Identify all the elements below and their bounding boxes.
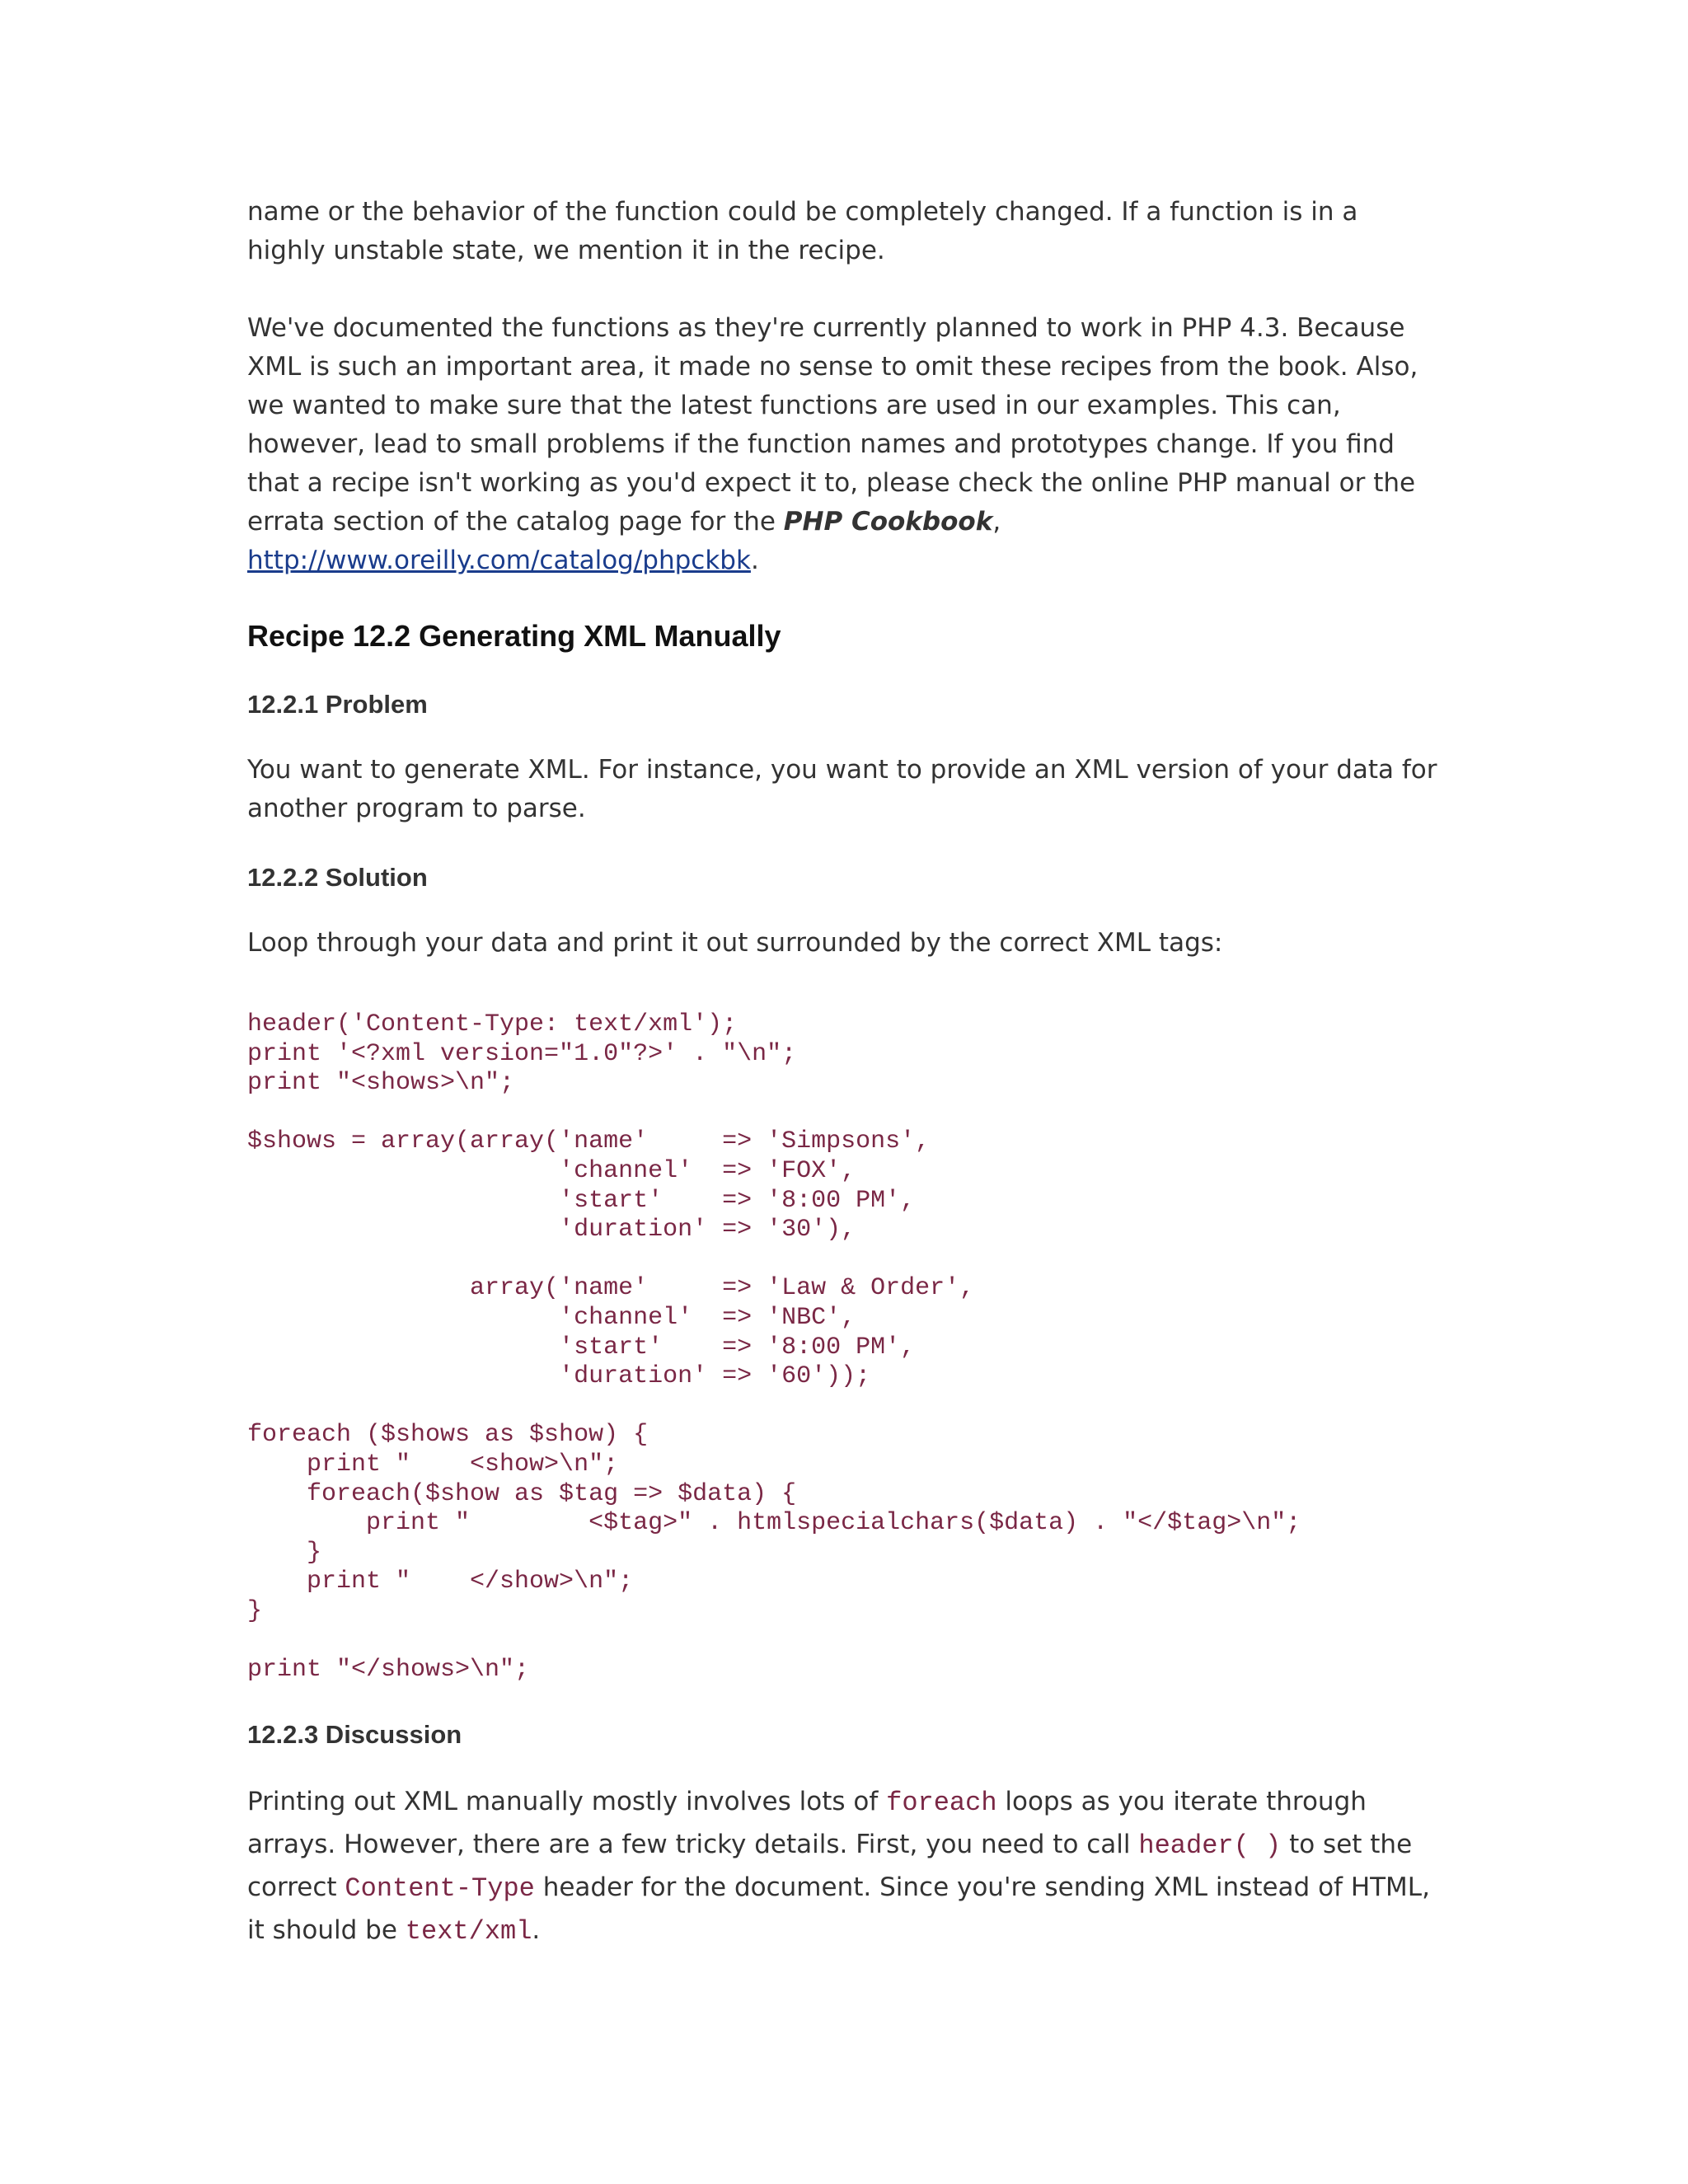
catalog-link[interactable]: http://www.oreilly.com/catalog/phpckbk (247, 546, 751, 575)
comma-separator: , (992, 507, 1001, 537)
php-version-text: We've documented the functions as they're currently planned to work in PHP 4.3. Because XML is such an important area, it made no sense to omit these recipes from the book. Also, we wanted to make sure that the latest functions are used in our examples. This can, however, lead to small problems if the function names and prototypes change. If you find that a recipe isn't working as you'd expect it to, please check the online PHP manual or the errata section of the catalog page for the (247, 313, 1418, 537)
document-page (247, 193, 1441, 1952)
code-foreach: foreach (886, 1787, 997, 1818)
discussion-text-4: header for the document. Since you're sending XML instead of HTML, it should be (247, 1872, 1430, 1945)
solution-text: Loop through your data and print it out surrounded by the correct XML tags: (247, 928, 1223, 958)
book-title: PHP Cookbook (783, 507, 993, 537)
problem-text: You want to generate XML. For instance, you want to provide an XML version of your data for another program to parse. (247, 755, 1437, 823)
code-text-xml: text/xml (405, 1915, 532, 1947)
discussion-text (247, 1781, 1441, 1952)
code-block: header('Content-Type: text/xml'); print '<?xml version="1.0"?>' . "\n"; print "<shows>\n"; $shows = array(array('name' => 'Simpsons', 'channel' => 'FOX', 'start' => '8:00 PM', 'duration' => '30'), array('name' => 'Law & Order', 'channel' => 'NBC', 'start' => '8:00 PM', 'duration' => '60')); foreach ($shows as $show) { print " <show>\n"; foreach($show as $tag => $data) { print " <$tag>" . htmlspecialchars($data) . "</$tag>\n"; } print " </show>\n"; } print "</shows>\n"; (247, 1010, 1301, 1685)
intro-paragraph: name or the behavior of the function could be completely changed. If a function is in a highly unstable state, we mention it in the recipe. (247, 197, 1358, 265)
discussion-text-5: . (532, 1915, 541, 1945)
discussion-text-3: to set the correct (247, 1829, 1413, 1902)
code-content-type: Content-Type (345, 1872, 535, 1904)
discussion-text-1: Printing out XML manually mostly involves lots of (247, 1786, 887, 1816)
discussion-text-2: loops as you iterate through arrays. However, there are a few tricky details. First, you need to call (247, 1786, 1367, 1859)
problem-heading: 12.2.1 Problem (247, 690, 428, 719)
discussion-heading: 12.2.3 Discussion (247, 1719, 462, 1749)
solution-heading: 12.2.2 Solution (247, 863, 428, 892)
sentence-end: . (750, 546, 759, 575)
recipe-title: Recipe 12.2 Generating XML Manually (247, 619, 781, 653)
php-version-paragraph (247, 309, 1441, 580)
code-header: header( ) (1138, 1830, 1282, 1861)
